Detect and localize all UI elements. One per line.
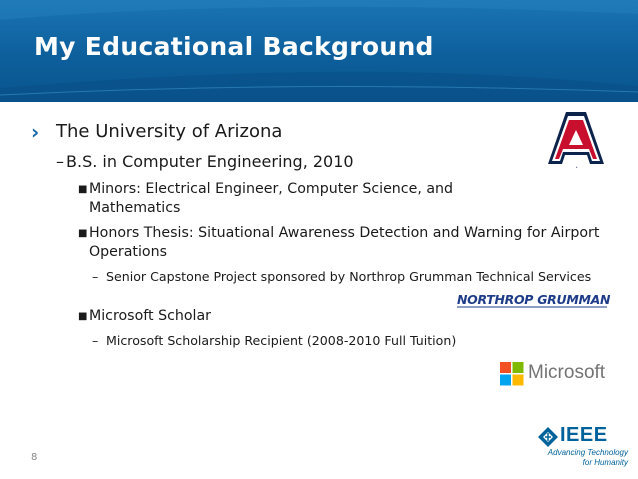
- bullet-scholarship: [92, 332, 532, 349]
- dash-marker: –: [92, 269, 99, 284]
- square-bullet-icon: ■: [78, 311, 88, 322]
- bullet-degree: [56, 152, 354, 171]
- microsoft-windows-squares-icon: [500, 362, 524, 386]
- ieee-tagline-line2: for Humanity: [582, 458, 628, 467]
- microsoft-logo: [500, 361, 612, 387]
- arizona-logo-letter: A: [576, 167, 578, 169]
- slide-title: My Educational Background: [34, 32, 434, 61]
- northrop-grumman-wordmark: NORTHROP GRUMMAN: [457, 292, 611, 307]
- bullet-capstone: [92, 268, 602, 285]
- ieee-logo: [538, 425, 632, 471]
- bullet-microsoft-scholar: [78, 307, 378, 326]
- square-bullet-icon: ■: [78, 228, 88, 239]
- ieee-tagline-line1: Advancing Technology: [547, 448, 628, 457]
- square-bullet-icon: ■: [78, 184, 88, 195]
- bullet-honors-thesis: [78, 224, 608, 262]
- page-number: 8: [31, 452, 38, 463]
- ieee-wordmark: IEEE: [560, 424, 608, 446]
- bullet-minors: [78, 180, 498, 218]
- honors-thesis-text: Honors Thesis: Situational Awareness Detection and Warning for Airport Operations: [89, 225, 600, 260]
- microsoft-wordmark: Microsoft: [528, 362, 606, 383]
- chevron-right-icon: ›: [31, 120, 40, 144]
- minors-text: Minors: Electrical Engineer, Computer Science, and Mathematics: [89, 181, 454, 216]
- dash-marker: –: [56, 152, 64, 171]
- degree-text: B.S. in Computer Engineering, 2010: [66, 152, 354, 171]
- scholarship-text: Microsoft Scholarship Recipient (2008-2010 Full Tuition): [106, 333, 457, 348]
- university-text: The University of Arizona: [56, 121, 283, 142]
- university-of-arizona-logo: [546, 110, 606, 170]
- northrop-grumman-logo: [455, 288, 611, 310]
- ieee-diamond-icon: [538, 427, 558, 447]
- slide-header: [0, 0, 638, 102]
- capstone-text: Senior Capstone Project sponsored by Northrop Grumman Technical Services: [106, 269, 592, 284]
- microsoft-scholar-text: Microsoft Scholar: [89, 308, 212, 324]
- dash-marker: –: [92, 333, 99, 348]
